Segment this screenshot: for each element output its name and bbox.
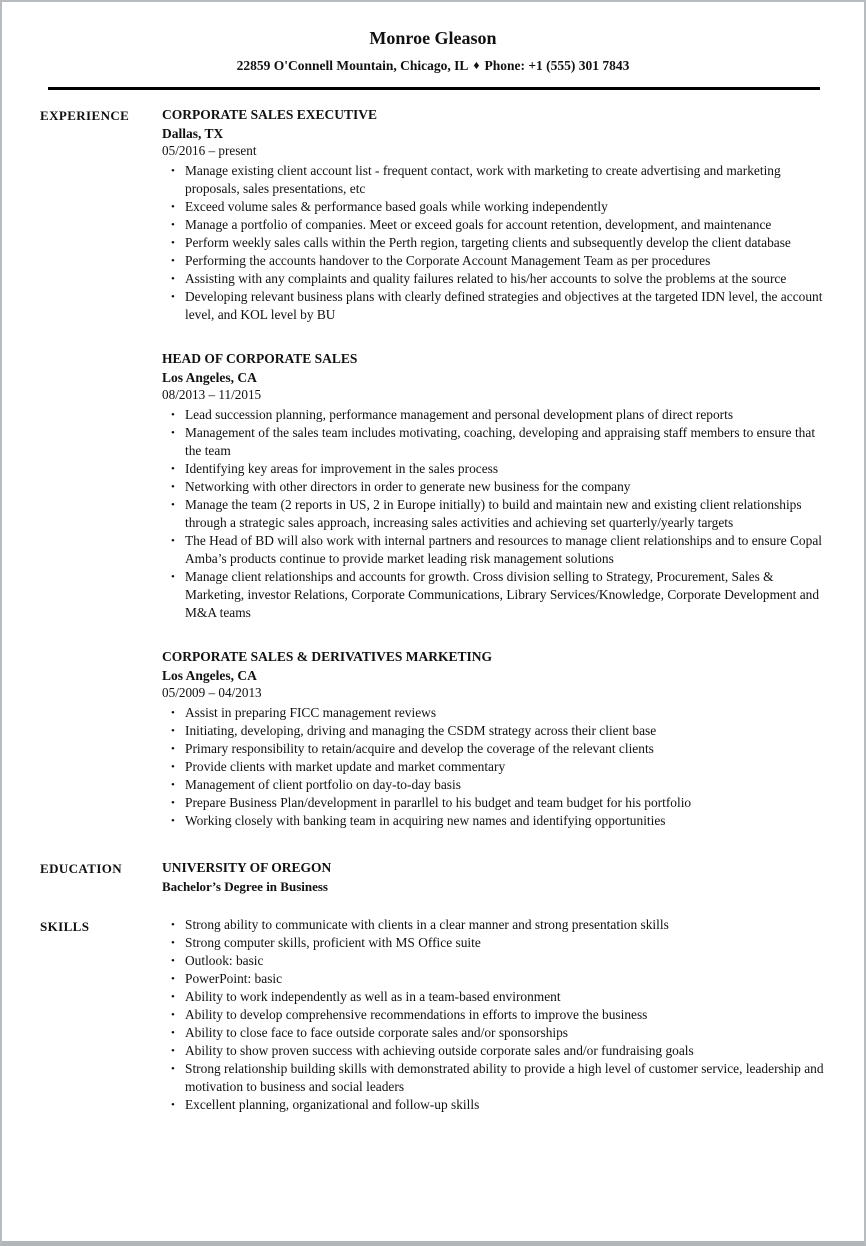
bullet-icon: • (171, 779, 175, 791)
education-label: EDUCATION (40, 861, 123, 876)
bullet-text: Primary responsibility to retain/acquire and develop the coverage of the relevant clients (185, 741, 654, 756)
bullet-item (162, 288, 824, 324)
education-section (2, 858, 864, 897)
bullet-text: Excellent planning, organizational and follow-up skills (185, 1097, 480, 1112)
bullet-text: Identifying key areas for improvement in the sales process (185, 461, 499, 476)
bullet-icon: • (171, 1063, 175, 1075)
bullet-text: Assisting with any complaints and quality failures related to his/her accounts to solve the problems at the source (185, 271, 787, 286)
diamond-separator-icon: ♦ (473, 58, 480, 72)
contact-phone: Phone: +1 (555) 301 7843 (484, 58, 630, 73)
job-bullets (162, 162, 824, 324)
bullet-text: Lead succession planning, performance management and personal development plans of direct reports (185, 407, 734, 422)
bullet-item (162, 722, 824, 740)
experience-section (2, 105, 864, 830)
bullet-icon: • (171, 725, 175, 737)
bullet-icon: • (171, 463, 175, 475)
bullet-item (162, 1024, 824, 1042)
bullet-text: Strong ability to communicate with clients in a clear manner and strong presentation skills (185, 917, 669, 932)
bullet-icon: • (171, 919, 175, 931)
bullet-icon: • (171, 1099, 175, 1111)
bullet-item (162, 704, 824, 722)
bullet-icon: • (171, 743, 175, 755)
job-dates: 05/2016 – present (162, 143, 257, 158)
bullet-item (162, 812, 824, 830)
bullet-icon: • (171, 571, 175, 583)
bullet-item (162, 934, 824, 952)
bullet-icon: • (171, 273, 175, 285)
bullet-text: Strong relationship building skills with demonstrated ability to provide a high level of customer service, leadership and motivation to business and social leaders (185, 1061, 824, 1094)
job-entry (162, 105, 824, 324)
bullet-item (162, 478, 824, 496)
bullet-text: PowerPoint: basic (185, 971, 283, 986)
contact-address: 22859 O'Connell Mountain, Chicago, IL (236, 58, 469, 73)
bullet-item (162, 988, 824, 1006)
bullet-icon: • (171, 481, 175, 493)
job-title: CORPORATE SALES EXECUTIVE (162, 107, 378, 122)
bullet-text: Working closely with banking team in acquiring new names and identifying opportunities (185, 813, 666, 828)
job-bullets (162, 406, 824, 622)
bullet-text: Manage existing client account list - frequent contact, work with marketing to create advertising and marketing proposals, sales presentations, etc (185, 163, 781, 196)
bullet-item (162, 952, 824, 970)
bullet-text: Exceed volume sales & performance based goals while working independently (185, 199, 608, 214)
job-entry (162, 349, 824, 622)
bullet-text: Ability to work independently as well as in a team-based environment (185, 989, 561, 1004)
bullet-item (162, 216, 824, 234)
job-dates: 08/2013 – 11/2015 (162, 387, 262, 402)
bullet-item (162, 970, 824, 988)
bullet-text: Provide clients with market update and market commentary (185, 759, 506, 774)
bullet-text: The Head of BD will also work with internal partners and resources to manage client relationships and to ensure Copal Amba’s products continue to provide market leading risk management solutions (185, 533, 822, 566)
bullet-item (162, 496, 824, 532)
bullet-item (162, 234, 824, 252)
bullet-icon: • (171, 815, 175, 827)
bullet-text: Perform weekly sales calls within the Perth region, targeting clients and subsequently develop the client database (185, 235, 791, 250)
bullet-text: Ability to show proven success with achieving outside corporate sales and/or fundraising goals (185, 1043, 694, 1058)
bullet-text: Ability to develop comprehensive recommendations in efforts to improve the business (185, 1007, 648, 1022)
bullet-item (162, 1060, 824, 1096)
bullet-item (162, 406, 824, 424)
bullet-icon: • (171, 761, 175, 773)
skills-label: SKILLS (40, 919, 90, 934)
job-dates: 05/2009 – 04/2013 (162, 685, 262, 700)
bullet-text: Performing the accounts handover to the Corporate Account Management Team as per procedures (185, 253, 711, 268)
bullet-text: Manage the team (2 reports in US, 2 in Europe initially) to build and maintain new and existing client relationships through a strategic sales approach, increasing sales activities and achieving set quarterly/yearly targets (185, 497, 802, 530)
bullet-item (162, 1096, 824, 1114)
bullet-text: Initiating, developing, driving and managing the CSDM strategy across their client base (185, 723, 657, 738)
bullet-icon: • (171, 237, 175, 249)
header-divider (48, 87, 820, 90)
bullet-icon: • (171, 797, 175, 809)
bullet-text: Networking with other directors in order to generate new business for the company (185, 479, 631, 494)
bullet-icon: • (171, 535, 175, 547)
bullet-icon: • (171, 255, 175, 267)
bullet-icon: • (171, 291, 175, 303)
skills-section (2, 916, 864, 1114)
bullet-item (162, 568, 824, 622)
bullet-item (162, 776, 824, 794)
education-degree: Bachelor’s Degree in Business (162, 879, 328, 894)
bullet-item (162, 740, 824, 758)
bullet-icon: • (171, 1027, 175, 1039)
experience-jobs (162, 105, 824, 830)
job-title: CORPORATE SALES & DERIVATIVES MARKETING (162, 649, 493, 664)
bullet-item (162, 1042, 824, 1060)
bullet-icon: • (171, 427, 175, 439)
job-location: Los Angeles, CA (162, 668, 257, 683)
job-location: Los Angeles, CA (162, 370, 257, 385)
bullet-item (162, 460, 824, 478)
bullet-item (162, 424, 824, 460)
bullet-icon: • (171, 937, 175, 949)
candidate-name: Monroe Gleason (369, 28, 497, 48)
skills-list (162, 916, 824, 1114)
bullet-item (162, 162, 824, 198)
bullet-icon: • (171, 1009, 175, 1021)
job-bullets (162, 704, 824, 830)
bullet-text: Manage client relationships and accounts for growth. Cross division selling to Strategy, Procurement, Sales & Marketing, investor Relations, Corporate Communications, Library Services/Knowledge, Corporate Development and M&A teams (185, 569, 820, 620)
bullet-item (162, 532, 824, 568)
job-location: Dallas, TX (162, 126, 224, 141)
experience-label: EXPERIENCE (40, 108, 130, 123)
bullet-item (162, 270, 824, 288)
bullet-icon: • (171, 1045, 175, 1057)
bullet-text: Manage a portfolio of companies. Meet or exceed goals for account retention, development, and maintenance (185, 217, 772, 232)
bullet-item (162, 916, 824, 934)
resume-header (2, 2, 864, 90)
bullet-text: Developing relevant business plans with clearly defined strategies and objectives at the targeted IDN level, the account level, and KOL level by BU (185, 289, 823, 322)
bullet-icon: • (171, 955, 175, 967)
bullet-item (162, 758, 824, 776)
job-title: HEAD OF CORPORATE SALES (162, 351, 358, 366)
job-entry (162, 647, 824, 830)
bullet-item (162, 1006, 824, 1024)
bullet-icon: • (171, 991, 175, 1003)
bullet-item (162, 198, 824, 216)
bullet-item (162, 252, 824, 270)
bullet-text: Prepare Business Plan/development in pararllel to his budget and team budget for his portfolio (185, 795, 692, 810)
bullet-text: Strong computer skills, proficient with MS Office suite (185, 935, 481, 950)
bullet-text: Management of client portfolio on day-to-day basis (185, 777, 461, 792)
education-content (162, 858, 824, 897)
bullet-item (162, 794, 824, 812)
bullet-text: Outlook: basic (185, 953, 264, 968)
bullet-icon: • (171, 201, 175, 213)
bullet-icon: • (171, 165, 175, 177)
bullet-icon: • (171, 409, 175, 421)
bullet-icon: • (171, 707, 175, 719)
bullet-text: Management of the sales team includes motivating, coaching, developing and appraising staff members to ensure that the team (185, 425, 816, 458)
bullet-text: Ability to close face to face outside corporate sales and/or sponsorships (185, 1025, 569, 1040)
bullet-icon: • (171, 499, 175, 511)
bullet-icon: • (171, 219, 175, 231)
education-school: UNIVERSITY OF OREGON (162, 860, 332, 875)
bullet-text: Assist in preparing FICC management reviews (185, 705, 437, 720)
contact-line (2, 58, 864, 74)
bullet-icon: • (171, 973, 175, 985)
